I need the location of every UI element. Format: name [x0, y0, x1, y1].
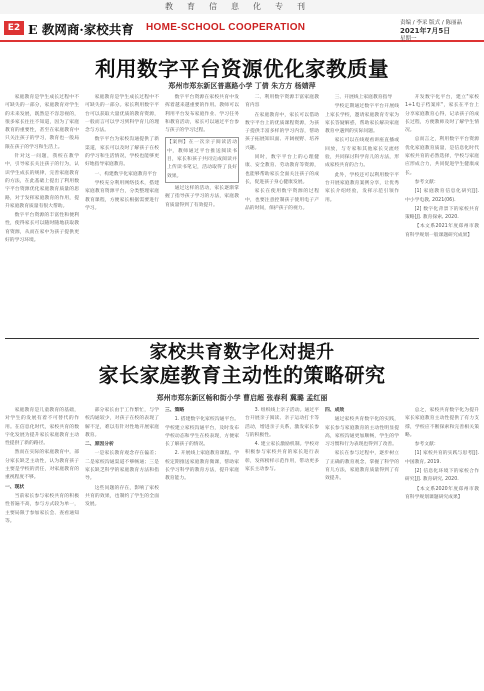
paragraph: 通过这样的活动，家长逐渐掌握了指导孩子学习的方法，家庭教育质量得到了有效提升。	[165, 185, 239, 208]
article1-column	[85, 94, 159, 334]
subheading: 一、现状	[5, 484, 25, 490]
article1-column	[165, 94, 239, 334]
article2-column	[165, 407, 239, 687]
paragraph: 通过家校共育数字化的实践，家长参与家庭教育的主动性明显提高，家校沟通更加顺畅，学生的学习习惯和行为表现也得到了改善。	[325, 417, 399, 448]
paragraph: [1] 家庭教育信息化研究[J]. 中小学电教, 2021(06).	[405, 189, 479, 203]
paragraph: 一、构建数字化家庭教育平台	[94, 171, 157, 177]
paragraph: 参考文献：	[414, 179, 439, 185]
subheading: 三、策略	[165, 408, 185, 413]
article1-column	[245, 94, 319, 334]
article2-headline-line1: 家校共育数字化对提升	[149, 342, 335, 363]
article2-byline: 郑州市郑东新区畅和街小学 曹启超 张春利 冀璐 孟红丽	[156, 394, 328, 402]
top-banner	[0, 0, 484, 14]
paragraph: 这些问题的存在，影响了家校共育的效果，也制约了学生的全面发展。	[85, 485, 159, 508]
paragraph: [2] 信息化环境下的家校合作研究[J]. 教育研究, 2020.	[405, 469, 479, 483]
banner-text: 教育信息化专刊	[165, 2, 319, 11]
article2-column	[85, 407, 159, 687]
article2-body	[5, 407, 479, 687]
paragraph: 学校定期通过数字平台开展线上家长学校，邀请家庭教育专家为家长答疑解惑，帮助家长解决家庭教育中遇到的实际问题。	[325, 104, 399, 135]
paragraph: 4. 建立家长激励机制。学校对积极参与家校共育的家长进行表彰，发挥榜样示范作用，带动更多家长主动参与。	[245, 442, 319, 473]
paragraph: 家长在参与过程中，逐步树立了正确的教育观念，掌握了科学的育儿方法，家庭教育质量得到了有效提升。	[325, 451, 399, 482]
paragraph: 3. 组织线上亲子活动。通过平台开展亲子阅读、亲子运动打卡等活动，增进亲子关系，激发家长参与的积极性。	[245, 408, 319, 438]
article1-column	[405, 94, 479, 334]
paragraph: 学校充分利用网络技术，搭建家庭教育资源平台，分类整理家庭教育课程，方便家长根据需要进行学习。	[85, 180, 159, 211]
paragraph: 部分家长由于工作繁忙，与学校沟通较少，对孩子在校的表现了解不足，难以有针对性地开展家庭教育。	[85, 408, 159, 438]
paragraph: 三、开展线上家庭教育指导	[334, 95, 393, 100]
paragraph: 【本文系2021年度郑州市教育科学规划一般课题研究成果】	[405, 224, 479, 238]
paragraph: 数字平台资源在家校共育中发挥着越来越重要的作用。教师可以利用平台发布家庭作业、学习任务和教育活动，家长可以通过平台参与孩子的学习过程。	[165, 95, 239, 134]
subheading: 四、成效	[325, 408, 345, 413]
paragraph: 家长在使用数字资源的过程中，也要注意控制孩子使用电子产品的时间，保护孩子的视力。	[245, 189, 319, 211]
paragraph: 然而在实际的家庭教育中，部分家长缺乏主动性，认为教育孩子主要是学校的责任，对家庭教育的重视程度不够。	[5, 450, 79, 481]
paragraph: 同时，数字平台上的心理健康、安全教育、劳动教育等资源，也能够帮助家长全面关注孩子的成长，促进孩子身心健康发展。	[245, 155, 319, 185]
section-title: E 教网商·家校共育	[28, 22, 134, 37]
editor-line: 责编 / 李采 版式 / 陈丽晶	[400, 20, 462, 26]
article1-body	[5, 94, 479, 334]
paragraph: 家庭教育是儿童教育的基础，对学生的发展有着不可替代的作用。在信息化时代，家校共育的数字化发展为提升家长家庭教育主动性提供了新的路径。	[5, 408, 79, 447]
article2-column	[405, 407, 479, 687]
paragraph: 数字平台资源的丰富性和便利性，使得家长可以随时随地获取教育资源，从而在家中为孩子提供更好的学习环境。	[5, 213, 79, 244]
article1-headline: 利用数字平台资源优化家教质量	[95, 57, 389, 81]
article2-column	[325, 407, 399, 687]
paragraph: 【本文系2020年度郑州市教育科学规划课题研究成果】	[405, 486, 479, 500]
article2-column	[5, 407, 79, 687]
issue-date: 2021年7月5日	[400, 27, 451, 35]
paragraph: 开发数字化平台，建立"家校1+1电子档案库"，家长在平台上分享家庭教育心得，记录孩子的成长过程，方便教师及时了解学生情况。	[405, 95, 479, 134]
paragraph: 参考文献：	[414, 442, 439, 448]
paragraph: 针对这一问题，我校在教学中，引导家长关注孩子的行为，认识学生成长的规律，完善家庭教育的方法，在此基础上提出了利用数字平台资源优化家庭教育质量的思路，对于发挥家庭教育的作用，提升家庭教育质量有很大帮助。	[5, 154, 79, 209]
paragraph: 二、利用数字资源丰富家庭教育内容	[245, 95, 319, 109]
paragraph: 总之，家校共育数字化为提升家长家庭教育主动性提供了有力支撑，学校应不断探索和完善相关策略。	[405, 408, 479, 438]
article1-byline: 郑州市郑东新区普惠路小学 丁倩 朱方方 杨婧萍	[168, 82, 316, 90]
paragraph: 2. 开展线上家庭教育课程。学校定期推送家庭教育微课，帮助家长学习科学的教育方法，提升家庭教育能力。	[165, 451, 239, 482]
paragraph: 此外，学校还可以利用数字平台开展家庭教育案例分享，让优秀家长介绍经验，发挥示范引领作用。	[325, 172, 399, 203]
paragraph: 一是家长教育观念存在偏差；二是家校沟通渠道不够畅通；三是家长缺乏科学的家庭教育方法和指导。	[85, 451, 159, 482]
paragraph: 数字平台为家校沟通提供了新渠道，家长可以及时了解孩子在校的学习和生活情况，学校也能够更好地指导家庭教育。	[85, 137, 159, 168]
article2-headline-line2: 家长家庭教育主动性的策略研究	[98, 363, 386, 387]
paragraph: 家长可以在线观看讲座直播或回放，与专家和其他家长交流经验，共同探讨科学育儿的方法，形成家校共育的合力。	[325, 138, 399, 169]
case-box: 【案例】在一次亲子阅读活动中，教师通过平台推送阅读书目，家长和孩子共同完成阅读并上传读书笔记，活动取得了良好效果。	[165, 137, 239, 182]
paragraph: [2] 数字化背景下的家校共育策略[J]. 教育探索, 2020.	[405, 206, 479, 221]
section-divider	[5, 338, 479, 339]
paragraph: 1. 搭建数字化家校沟通平台。学校建立家校沟通平台，及时发布学校动态和学生在校表现，方便家长了解孩子的情况。	[165, 417, 239, 448]
section-title-english: HOME-SCHOOL COOPERATION	[146, 22, 306, 33]
paragraph: [1] 家校共育的实践与思考[J]. 中国教育, 2019.	[405, 451, 479, 465]
masthead	[0, 18, 484, 42]
paragraph: 家庭教育是学生成长过程中不可缺失的一部分，家庭教育对学生的未来发展，既然是不容忽视的，很多家长往往不知道，因为了家庭教育的重要性，甚至在家庭教育中只关注孩子的学习，教育也一般局限在孩子的学习和生活上。	[5, 95, 79, 150]
article1-column	[325, 94, 399, 334]
article1-column	[5, 94, 79, 334]
paragraph: 家庭教育是学生成长过程中不可缺失的一部分。家长利用数字平台可以获取大量优质的教育资源，一般而言可以学习到科学育儿的理念与方法。	[85, 95, 159, 134]
issue-meta	[400, 19, 480, 43]
paragraph: 在家庭教育中，家长可以借助数字平台上的优质课程资源，为孩子提供丰富多样的学习内容，帮助孩子拓展知识面、开阔视野、培养兴趣。	[245, 112, 319, 151]
article2-headline	[0, 342, 484, 386]
page-number-badge: E2	[4, 21, 24, 35]
subheading: 二、原因分析	[85, 442, 114, 448]
issue-weekday: 星期一	[400, 36, 417, 42]
paragraph: 总而言之，利用数字平台资源优化家庭教育质量，是信息化时代家校共育的必然选择，学校与家庭应形成合力，共同促进学生健康成长。	[405, 137, 479, 176]
paragraph: 当前家长参与家校共育的积极性普遍不高，参与方式较为单一，主要局限于参加家长会、查看通知等。	[5, 493, 79, 524]
article2-column	[245, 407, 319, 687]
